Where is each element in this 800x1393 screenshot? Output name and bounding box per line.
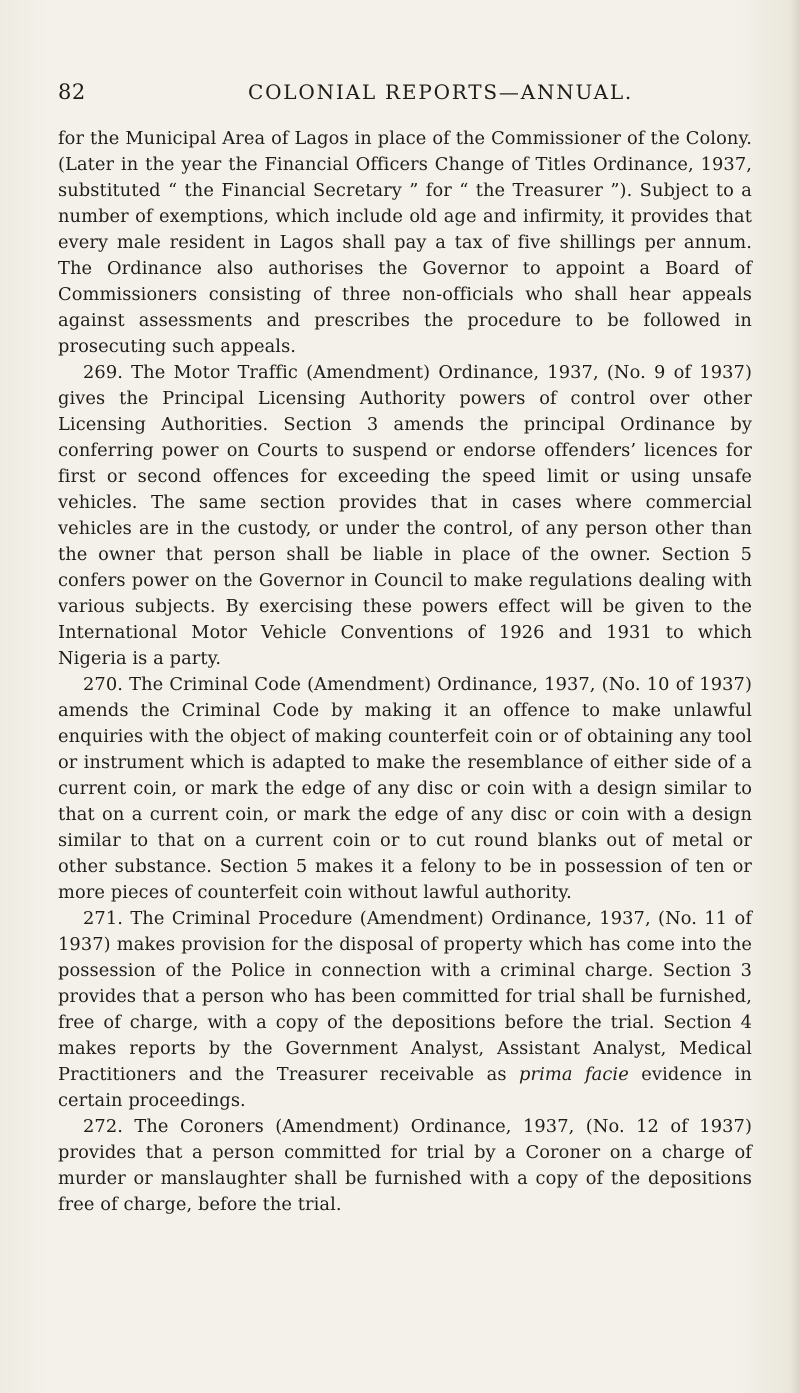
page-edge-shadow: [790, 0, 800, 1393]
paragraph-271: [58, 906, 752, 1114]
paragraph-271-text-after: evidence in certain proceedings.: [58, 1064, 752, 1111]
paragraph-272: 272. The Coroners (Amendment) Ordinance, 1937, (No. 12 of 1937) provides that a person committed for trial by a Coroner on a charge of murder or manslaughter shall be furnished with a copy of the depositions free of charge, before the trial.: [58, 1116, 752, 1215]
body-text: [58, 126, 752, 1218]
paragraph-271-text-before: 271. The Criminal Procedure (Amendment) Ordinance, 1937, (No. 11 of 1937) makes provision for the disposal of property which has come into the possession of the Police in connection with a criminal charge. Section 3 provides that a person who has been committed for trial shall be furnished, free of charge, with a copy of the depositions before the trial. Section 4 makes reports by the Government Analyst, Assistant Analyst, Medical Practitioners and the Treasurer receivable as: [58, 908, 752, 1085]
page-header: [0, 80, 800, 112]
paragraph-270: 270. The Criminal Code (Amendment) Ordinance, 1937, (No. 10 of 1937) amends the Criminal Code by making it an offence to make unlawful enquiries with the object of making counterfeit coin or of obtaining any tool or instrument which is adapted to make the resemblance of either side of a current coin, or mark the edge of any disc or coin with a design similar to that on a current coin, or mark the edge of any disc or coin with a design similar to that on a current coin or to cut round blanks out of metal or other substance. Section 5 makes it a felony to be in possession of ten or more pieces of counterfeit coin without lawful authority.: [58, 674, 752, 903]
running-head: COLONIAL REPORTS—ANNUAL.: [248, 80, 634, 104]
paragraph-271-italic: prima facie: [519, 1064, 629, 1085]
page-number: 82: [58, 80, 86, 104]
paragraph-269: 269. The Motor Traffic (Amendment) Ordinance, 1937, (No. 9 of 1937) gives the Principal Licensing Authority powers of control over other Licensing Authorities. Section 3 amends the principal Ordinance by conferring power on Courts to suspend or endorse offenders’ licences for first or second offences for exceeding the speed limit or using unsafe vehicles. The same section provides that in cases where commercial vehicles are in the custody, or under the control, of any person other than the owner that person shall be liable in place of the owner. Section 5 confers power on the Governor in Council to make regulations dealing with various subjects. By exercising these powers effect will be given to the International Motor Vehicle Conventions of 1926 and 1931 to which Nigeria is a party.: [58, 362, 752, 669]
paragraph-continuation: for the Municipal Area of Lagos in place of the Commissioner of the Colony. (Later in the year the Financial Officers Change of Titles Ordinance, 1937, substituted “ the Financial Secretary ” for “ the Treasurer ”). Subject to a number of exemptions, which include old age and infirmity, it provides that every male resident in Lagos shall pay a tax of five shillings per annum. The Ordinance also authorises the Governor to appoint a Board of Commissioners consisting of three non-officials who shall hear appeals against assessments and prescribes the procedure to be followed in prosecuting such appeals.: [58, 128, 752, 357]
